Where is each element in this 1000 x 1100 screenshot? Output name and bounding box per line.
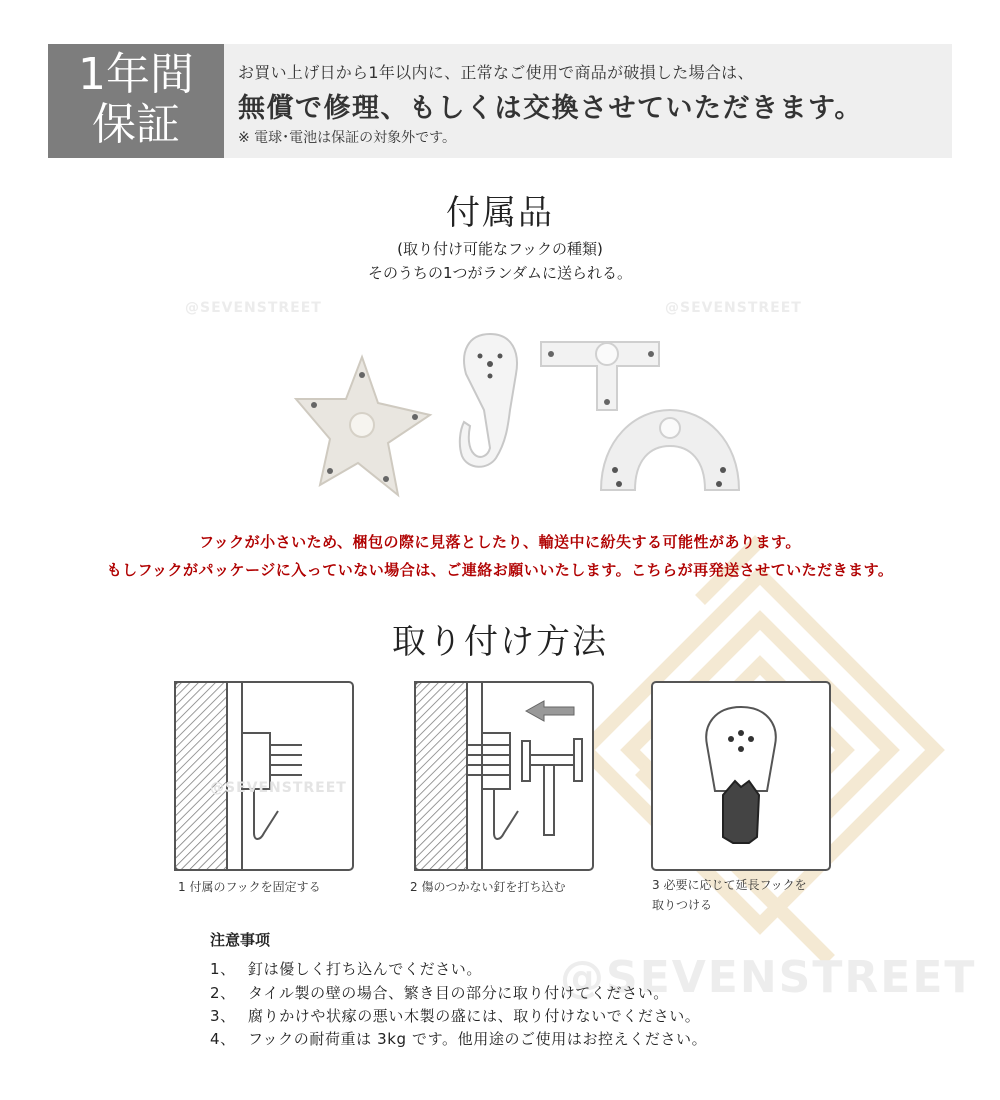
note-text: タイル製の壁の場合、繁き目の部分に取り付けてください。 bbox=[248, 984, 669, 1002]
accessories-subtitle-1: (取り付け可能なフックの種類) bbox=[397, 240, 603, 258]
warranty-text-line1: お買い上げ日から1年以内に、正常なご使用で商品が破損した場合は、 bbox=[238, 63, 754, 82]
step1-caption: 1 付属のフックを固定する bbox=[178, 880, 321, 894]
step3-caption-line2: 取りつける bbox=[652, 898, 713, 912]
step3-caption-line1: 3 必要に応じて延長フックを bbox=[652, 878, 807, 892]
warranty-badge-line1: 1年間 bbox=[78, 49, 194, 100]
note-text: 釘は優しく打ち込んでください。 bbox=[248, 960, 483, 978]
step3-diagram bbox=[651, 681, 831, 871]
step2-diagram bbox=[414, 681, 594, 871]
note-item-4 bbox=[210, 1028, 707, 1049]
note-item-3 bbox=[210, 1005, 700, 1026]
note-text: フックの耐荷重は 3kg です。他用途のご使用はお控えください。 bbox=[248, 1030, 708, 1048]
note-item-1 bbox=[210, 958, 482, 979]
arc-hook-image bbox=[595, 400, 745, 510]
watermark-left: @SEVENSTREET bbox=[185, 300, 322, 316]
warranty-text-line3: ※ 電球･電池は保証の対象外です。 bbox=[238, 130, 457, 146]
install-heading: 取り付け方法 bbox=[392, 622, 608, 662]
step2-caption: 2 傷のつかない釘を打ち込む bbox=[410, 880, 566, 894]
step1-diagram bbox=[174, 681, 354, 871]
notice-line2: もしフックがパッケージに入っていない場合は、ご連絡お願いいたします。こちらが再発送させていただきます。 bbox=[106, 561, 894, 579]
note-number: 2、 bbox=[210, 984, 236, 1002]
note-text: 腐りかけや状瘃の悪い木製の盛には、取り付けないでください。 bbox=[248, 1007, 701, 1025]
warranty-badge-line2: 保証 bbox=[92, 99, 180, 150]
note-item-2 bbox=[210, 982, 669, 1003]
warranty-banner bbox=[48, 44, 952, 158]
warranty-badge bbox=[48, 44, 224, 158]
bottom-watermark: @SEVENSTREET bbox=[560, 952, 977, 1003]
accessories-subtitle-2: そのうちの1つがランダムに送られる。 bbox=[368, 264, 632, 282]
note-number: 1、 bbox=[210, 960, 236, 978]
accessories-heading: 付属品 bbox=[446, 193, 554, 233]
star-hook-image bbox=[290, 345, 440, 505]
note-number: 4、 bbox=[210, 1030, 236, 1048]
install-watermark: @SEVENSTREET bbox=[210, 780, 347, 796]
notice-line1: フックが小さいため、梱包の際に見落としたり、輸送中に紛失する可能性があります。 bbox=[199, 533, 801, 551]
warranty-text-line2: 無償で修理、もしくは交換させていただきます。 bbox=[238, 93, 863, 124]
notes-title: 注意事项 bbox=[210, 931, 271, 949]
watermark-right: @SEVENSTREET bbox=[665, 300, 802, 316]
note-number: 3、 bbox=[210, 1007, 236, 1025]
u-hook-image bbox=[450, 330, 530, 480]
